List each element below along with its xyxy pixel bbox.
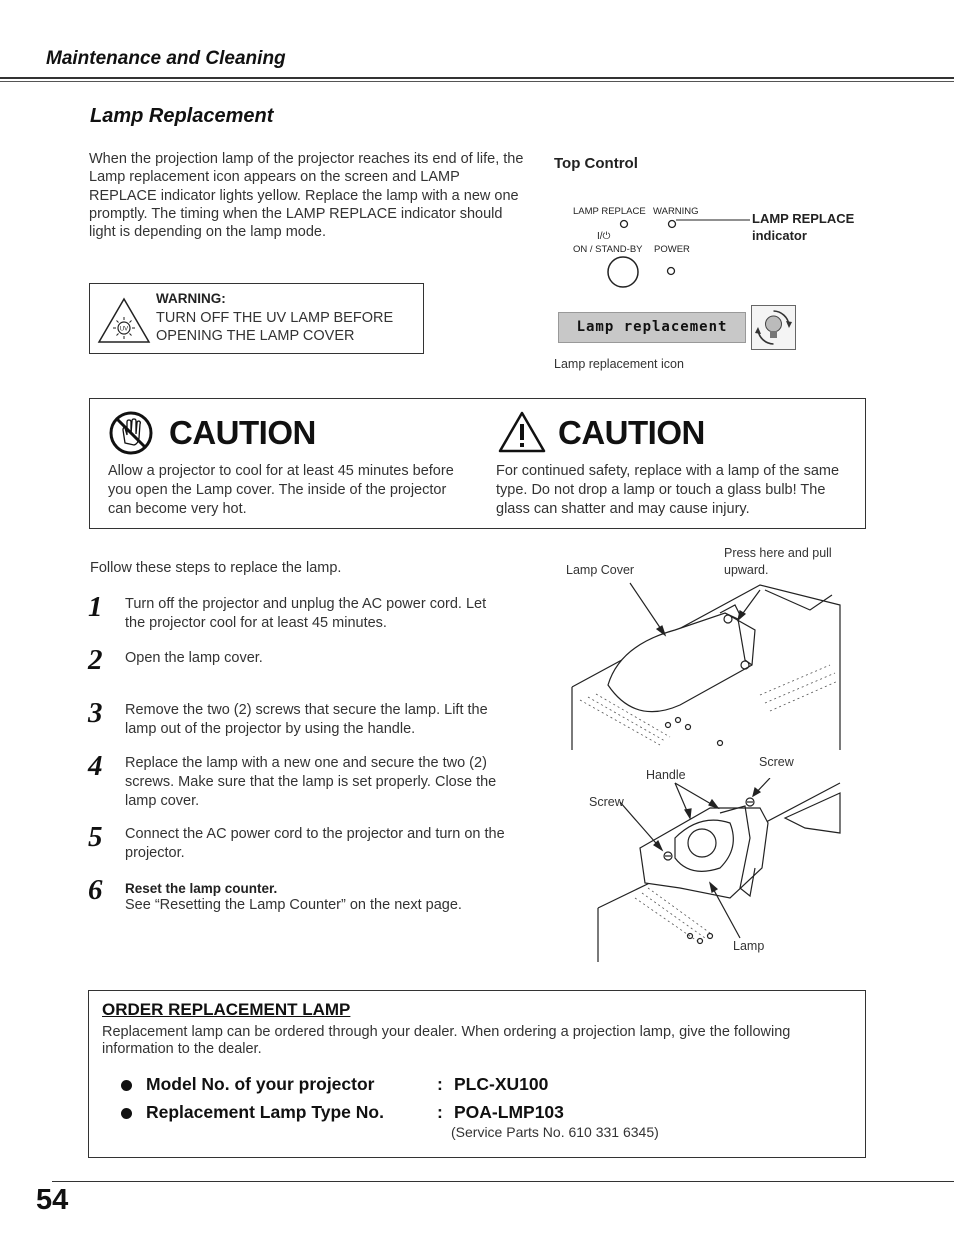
step-text-4: Replace the lamp with a new one and secure the two (2) screws. Make sure that the lamp is set properly. Close the lamp cover. (125, 755, 497, 809)
warning-title: WARNING: (156, 291, 226, 306)
label-lamp-cover: Lamp Cover (566, 563, 635, 577)
step-title-6: Reset the lamp counter. (125, 881, 278, 896)
order-row-sep-lamp: : (437, 1102, 443, 1122)
caution-text-right: For continued safety, replace with a lamp of the same type. Do not drop a lamp or touch a glass bulb! The glass can shatter and may cause injury. (496, 463, 840, 517)
intro-paragraph: When the projection lamp of the projector reaches its end of life, the Lamp replacement icon appears on the screen and LAMP REPLACE indicator lights yellow. Replace the lamp with a new one promptly. The timing when the LAMP REPLACE indicator should light is depending on the lamp mode. (89, 151, 524, 241)
no-touch-hand-icon (108, 410, 154, 456)
service-parts-number: (Service Parts No. 610 331 6345) (451, 1124, 659, 1140)
page-number: 54 (36, 1184, 69, 1216)
step-number-1: 1 (88, 591, 103, 623)
order-row-label-lamp: Replacement Lamp Type No. (146, 1102, 384, 1122)
power-button-icon (608, 257, 638, 287)
section-title: Maintenance and Cleaning (46, 48, 286, 69)
label-lamp: Lamp (733, 939, 765, 953)
step-number-3: 3 (88, 697, 103, 729)
step-number-4: 4 (88, 750, 103, 782)
order-row-label-model: Model No. of your projector (146, 1074, 375, 1094)
warning-triangle-icon (497, 410, 547, 454)
lamp-replacement-icon-box (751, 305, 796, 350)
step-text-5: Connect the AC power cord to the projector and turn on the projector. (125, 826, 505, 861)
on-standby-label: ON / STAND-BY (573, 244, 643, 255)
lamp-removal-illustration (590, 778, 842, 962)
order-row-value-model: PLC-XU100 (454, 1074, 549, 1094)
lamp-replacement-icon (752, 306, 795, 349)
lamp-cover-illustration (560, 575, 845, 750)
power-label: POWER (654, 244, 690, 255)
warning-indicator-label: WARNING (653, 206, 699, 217)
power-led-icon (668, 268, 675, 275)
step-text-2: Open the lamp cover. (125, 650, 263, 666)
step-text-3: Remove the two (2) screws that secure the lamp. Lift the lamp out of the projector by using the handle. (125, 702, 488, 737)
step-number-5: 5 (88, 821, 103, 853)
caution-heading-right: CAUTION (558, 414, 705, 451)
step-number-2: 2 (88, 644, 103, 676)
header-rule-thin (0, 81, 954, 82)
label-screw-right: Screw (759, 755, 794, 769)
caution-text-left: Allow a projector to cool for at least 45 minutes before you open the Lamp cover. The inside of the projector can become very hot. (108, 463, 454, 517)
label-press-here: Press here and pull upward. (724, 546, 832, 577)
lamp-replace-label: LAMP REPLACE (573, 206, 646, 217)
lamp-replacement-icon-caption: Lamp replacement icon (554, 357, 684, 371)
bullet-icon (121, 1080, 132, 1091)
step-number-6: 6 (88, 874, 103, 906)
order-title: ORDER REPLACEMENT LAMP (102, 1000, 351, 1019)
step-text-1: Turn off the projector and unplug the AC power cord. Let the projector cool for at least 45 minutes. (125, 596, 487, 631)
lamp-replacement-bar: Lamp replacement (558, 312, 746, 343)
uv-warning-icon (96, 296, 152, 346)
lamp-replace-led-icon (621, 221, 628, 228)
header-rule (0, 77, 954, 79)
order-row-value-lamp: POA-LMP103 (454, 1102, 564, 1122)
caution-heading-left: CAUTION (169, 414, 316, 451)
power-symbol: I/⏻ (597, 231, 611, 242)
subsection-title: Lamp Replacement (90, 105, 274, 127)
warning-led-icon (669, 221, 676, 228)
label-screw-left: Screw (589, 795, 624, 809)
top-control-title: Top Control (554, 155, 638, 172)
uv-icon-text: UV (119, 326, 129, 333)
steps-intro: Follow these steps to replace the lamp. (90, 560, 342, 576)
warning-text: TURN OFF THE UV LAMP BEFORE OPENING THE LAMP COVER (156, 310, 394, 344)
lamp-replace-indicator-callout: LAMP REPLACE indicator (752, 211, 855, 243)
order-text: Replacement lamp can be ordered through your dealer. When ordering a projection lamp, give the following information to the dealer. (102, 1024, 791, 1057)
label-handle: Handle (646, 768, 686, 782)
order-row-sep-model: : (437, 1074, 443, 1094)
footer-rule (52, 1181, 954, 1182)
bullet-icon (121, 1108, 132, 1119)
step-text-6: See “Resetting the Lamp Counter” on the next page. (125, 897, 462, 913)
